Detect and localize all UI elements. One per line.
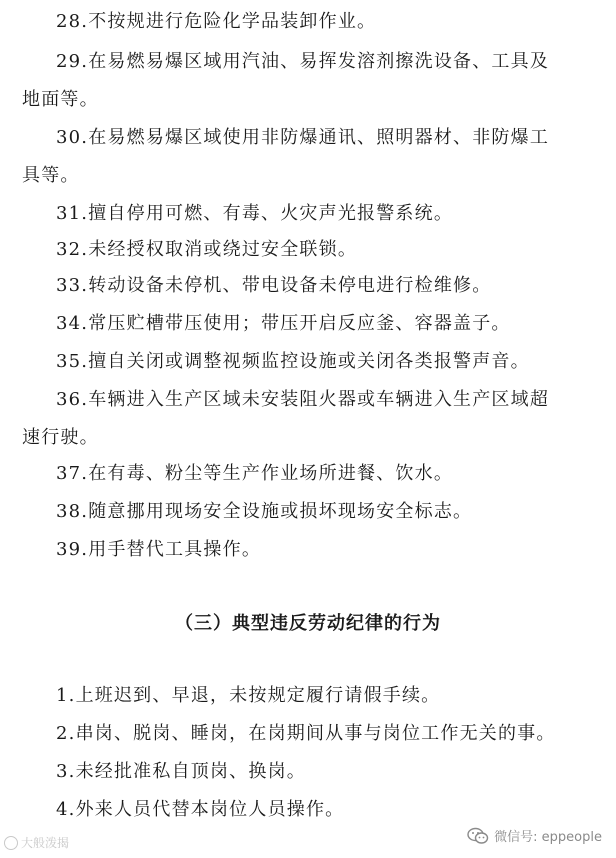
item-36-continued: 速行驶。 — [22, 427, 99, 448]
item-36: 36.车辆进入生产区域未安装阻火器或车辆进入生产区域超 — [56, 389, 550, 410]
watermark-left-text: 大般泼揭 — [21, 836, 70, 850]
item-31: 31.擅自停用可燃、有毒、火灾声光报警系统。 — [56, 203, 454, 224]
section-item-3: 3.未经批准私自顶岗、换岗。 — [56, 761, 306, 782]
item-29-continued: 地面等。 — [22, 89, 99, 110]
item-35: 35.擅自关闭或调整视频监控设施或关闭各类报警声音。 — [56, 351, 530, 372]
item-29: 29.在易燃易爆区域用汽油、易挥发溶剂擦洗设备、工具及 — [56, 51, 550, 72]
item-37: 37.在有毒、粉尘等生产作业场所进餐、饮水。 — [56, 463, 454, 484]
item-32: 32.未经授权取消或绕过安全联锁。 — [56, 239, 358, 260]
item-33: 33.转动设备未停机、带电设备未停电进行检维修。 — [56, 275, 492, 296]
weibo-icon — [4, 836, 18, 850]
item-28: 28.不按规进行危险化学品装卸作业。 — [56, 11, 377, 32]
watermark-right — [467, 826, 602, 845]
wechat-icon — [467, 827, 489, 845]
item-39: 39.用手替代工具操作。 — [56, 539, 262, 560]
watermark-left — [4, 834, 69, 851]
item-30-continued: 具等。 — [22, 165, 80, 186]
section-item-2: 2.串岗、脱岗、睡岗，在岗期间从事与岗位工作无关的事。 — [56, 723, 556, 744]
watermark-right-text: 微信号: eppeople — [494, 830, 602, 845]
item-38: 38.随意挪用现场安全设施或损坏现场安全标志。 — [56, 501, 473, 522]
item-34: 34.常压贮槽带压使用；带压开启反应釜、容器盖子。 — [56, 313, 511, 334]
item-30: 30.在易燃易爆区域使用非防爆通讯、照明器材、非防爆工 — [56, 127, 550, 148]
section-heading: （三）典型违反劳动纪律的行为 — [175, 613, 441, 634]
section-item-4: 4.外来人员代替本岗位人员操作。 — [56, 799, 345, 820]
section-item-1: 1.上班迟到、早退，未按规定履行请假手续。 — [56, 685, 441, 706]
